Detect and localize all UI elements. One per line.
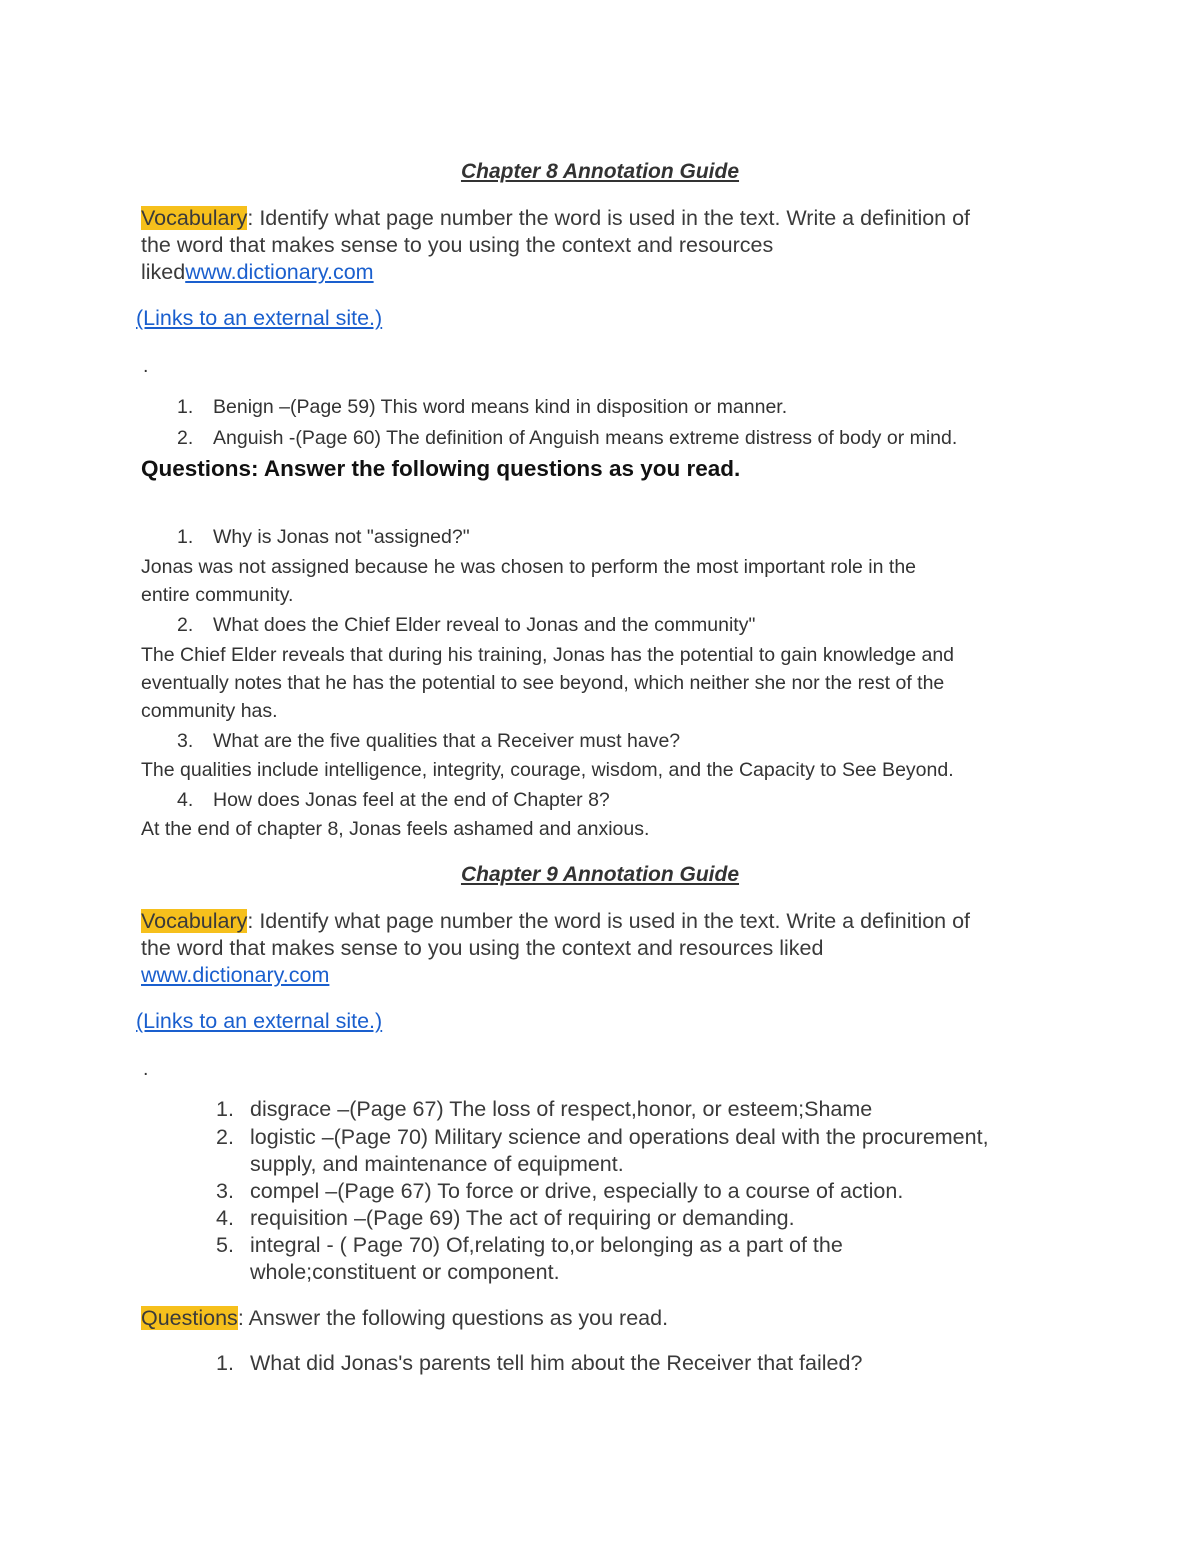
questions-highlight: Questions: [141, 1306, 238, 1330]
answer-line: entire community.: [141, 584, 294, 606]
dot-separator: .: [143, 355, 149, 377]
list-item: 5. integral - ( Page 70) Of,relating to,or belonging as a part of the: [216, 1233, 843, 1257]
answer-line: The qualities include intelligence, integrity, courage, wisdom, and the Capacity to See Beyond.: [141, 759, 954, 781]
vocabulary-highlight: Vocabulary: [141, 909, 248, 933]
chapter8-vocab-line-3: likedwww.dictionary.com: [141, 260, 374, 284]
dictionary-link[interactable]: www.dictionary.com: [185, 260, 374, 284]
list-item-continuation: whole;constituent or component.: [250, 1260, 560, 1284]
chapter9-title: Chapter 9 Annotation Guide: [460, 863, 740, 886]
question-item: 4. How does Jonas feel at the end of Chapter 8?: [177, 789, 610, 811]
dot-separator: .: [143, 1058, 149, 1080]
list-item: 1. Benign –(Page 59) This word means kind in disposition or manner.: [177, 396, 788, 418]
answer-line: community has.: [141, 700, 278, 722]
question-item: 1. What did Jonas's parents tell him about the Receiver that failed?: [216, 1351, 863, 1375]
external-site-link[interactable]: (Links to an external site.): [136, 1009, 383, 1033]
chapter8-vocab-line-1: Vocabulary: Identify what page number the word is used in the text. Write a definition of: [141, 206, 971, 230]
external-site-link[interactable]: (Links to an external site.): [136, 306, 383, 330]
chapter8-vocab-line-2: the word that makes sense to you using the context and resources: [141, 233, 774, 257]
list-item: 2. Anguish -(Page 60) The definition of Anguish means extreme distress of body or mind.: [177, 427, 958, 449]
list-item-continuation: supply, and maintenance of equipment.: [250, 1152, 624, 1176]
list-item: 3. compel –(Page 67) To force or drive, especially to a course of action.: [216, 1179, 904, 1203]
list-item: 1. disgrace –(Page 67) The loss of respect,honor, or esteem;Shame: [216, 1097, 873, 1121]
chapter8-questions-heading: Questions: Answer the following questions as you read.: [141, 456, 741, 481]
answer-line: At the end of chapter 8, Jonas feels ashamed and anxious.: [141, 818, 650, 840]
question-item: 1. Why is Jonas not "assigned?": [177, 526, 470, 548]
chapter9-vocab-line-2: the word that makes sense to you using the context and resources liked: [141, 936, 824, 960]
answer-line: eventually notes that he has the potential to see beyond, which neither she nor the rest of the: [141, 672, 945, 694]
chapter9-dictionary-line: [141, 962, 329, 989]
answer-line: Jonas was not assigned because he was chosen to perform the most important role in the: [141, 556, 917, 578]
dictionary-link[interactable]: www.dictionary.com: [141, 963, 330, 987]
question-item: 2. What does the Chief Elder reveal to Jonas and the community": [177, 614, 756, 636]
chapter9-questions-heading: Questions: Answer the following questions as you read.: [141, 1306, 669, 1330]
list-item: 2. logistic –(Page 70) Military science and operations deal with the procurement,: [216, 1125, 989, 1149]
question-item: 3. What are the five qualities that a Receiver must have?: [177, 730, 681, 752]
vocabulary-highlight: Vocabulary: [141, 206, 248, 230]
list-item: 4. requisition –(Page 69) The act of requiring or demanding.: [216, 1206, 795, 1230]
chapter9-vocab-line-1: Vocabulary: Identify what page number the word is used in the text. Write a definition of: [141, 909, 971, 933]
chapter8-title: Chapter 8 Annotation Guide: [460, 160, 740, 183]
answer-line: The Chief Elder reveals that during his training, Jonas has the potential to gain knowledge and: [141, 644, 955, 666]
